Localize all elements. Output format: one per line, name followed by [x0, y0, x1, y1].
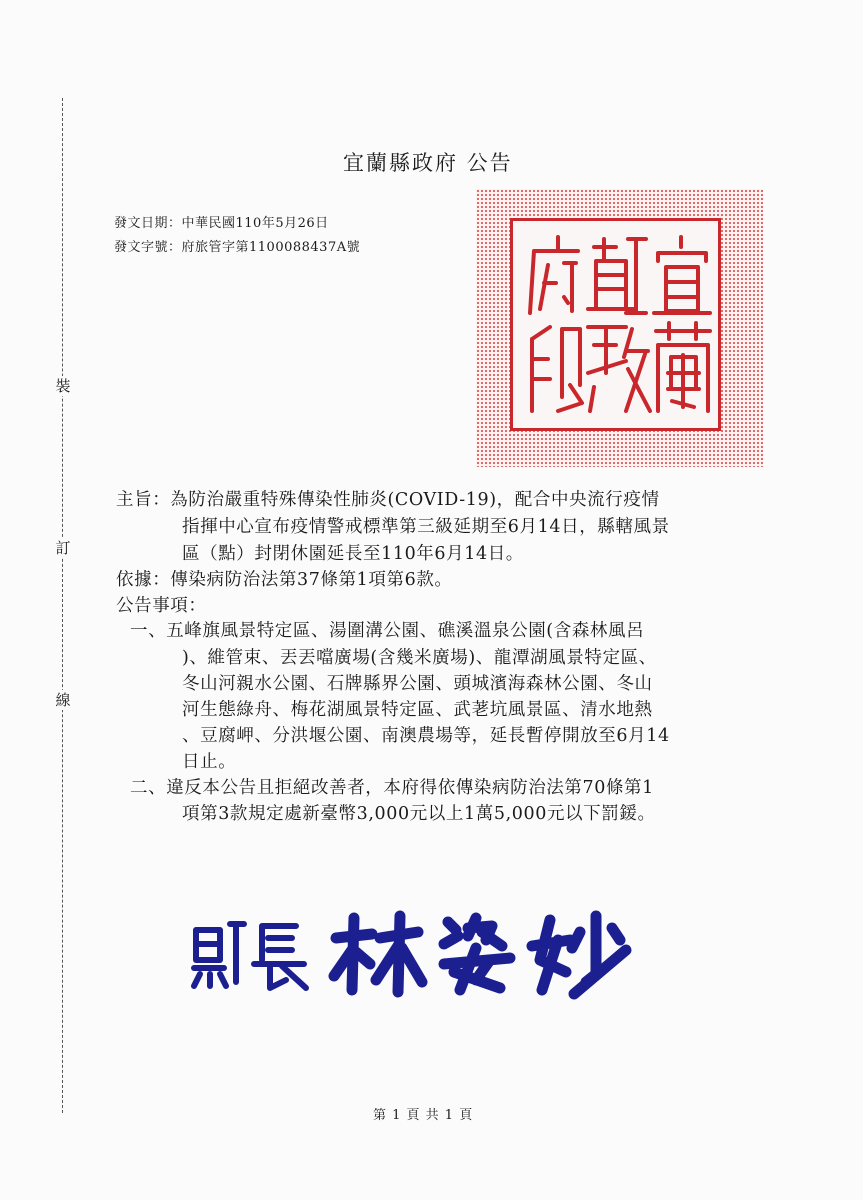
issue-date: 發文日期：中華民國110年5月26日 [114, 216, 329, 231]
notice-item-1-line-4: 河生態綠舟、梅花湖風景特定區、武荖坑風景區、清水地熱 [182, 700, 653, 720]
seal-glyph-strokes-icon [476, 189, 763, 467]
basis-line: 依據：傳染病防治法第37條第1項第6款。 [116, 570, 453, 590]
notice-item-1-line-2: )、維管束、丟丟噹廣場(含幾米廣場)、龍潭湖風景特定區、 [182, 648, 657, 668]
notice-item-1-line-6: 日止。 [182, 752, 237, 772]
notice-item-2-line-1: 二、違反本公告且拒絕改善者，本府得依傳染病防治法第70條第1 [130, 778, 654, 798]
subject-line-2: 指揮中心宣布疫情警戒標準第三級延期至6月14日，縣轄風景 [182, 517, 670, 537]
binding-char-ding: 訂 [53, 538, 73, 558]
binding-char-zhuang: 裝 [53, 376, 73, 396]
page-footer: 第 1 頁 共 1 頁 [373, 1108, 474, 1123]
notice-item-1-line-5: 、豆腐岬、分洪堰公園、南澳農場等，延長暫停開放至6月14 [182, 726, 670, 746]
magistrate-signature [186, 910, 656, 1000]
document-number: 發文字號：府旅管字第1100088437A號 [114, 240, 361, 255]
notice-item-1-line-3: 冬山河親水公園、石牌縣界公園、頭城濱海森林公園、冬山 [182, 674, 653, 694]
signature-brush-icon [186, 910, 656, 1000]
binding-dashed-line [62, 98, 63, 1113]
binding-char-xian: 線 [53, 690, 73, 710]
notice-item-1-line-1: 一、五峰旗風景特定區、湯圍溝公園、礁溪溫泉公園(含森林風呂 [130, 621, 645, 641]
subject-line-3: 區（點）封閉休園延長至110年6月14日。 [182, 544, 524, 564]
official-seal [476, 189, 763, 467]
subject-line-1: 主旨：為防治嚴重特殊傳染性肺炎(COVID-19)，配合中央流行疫情 [116, 490, 660, 510]
document-title: 宜蘭縣政府 公告 [343, 151, 513, 175]
notice-heading: 公告事項： [116, 596, 207, 616]
notice-item-2-line-2: 項第3款規定處新臺幣3,000元以上1萬5,000元以下罰鍰。 [182, 804, 656, 824]
